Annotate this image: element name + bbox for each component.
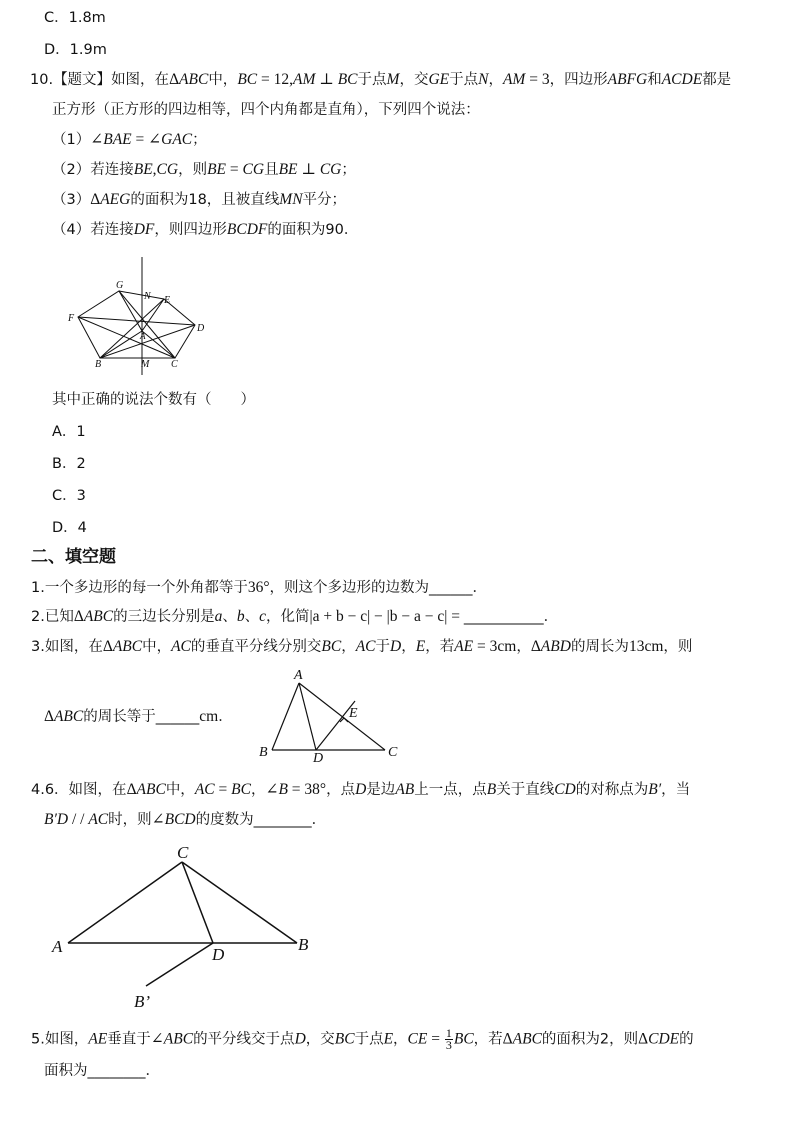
section-heading: 二、填空题 <box>31 547 116 567</box>
q9-option-c: C．1.8m <box>44 10 106 26</box>
fill-q3-label-e: E <box>349 706 358 721</box>
fill-q4-label-c: C <box>177 843 189 862</box>
fill-q3-label-a: A <box>294 668 303 683</box>
fill-question-5-line1: 5.如图，AE垂直于∠ABC的平分线交于点D，交BC于点E，CE = $\frac{1}{3}$ BC，若ΔABC的面积为2，则ΔCDE的 <box>31 1026 694 1052</box>
fill-q3-label-c: C <box>388 745 398 760</box>
q10-option-d: D．4 <box>52 520 87 536</box>
q9-option-d: D．1.9m <box>44 42 107 58</box>
fill-q4-label-d: D <box>212 945 225 964</box>
q10-option-a: A．1 <box>52 424 86 440</box>
fill-question-3-line1: 3.如图，在ΔABC中，AC的垂直平分线分别交BC，AC于D，E，若AE = 3cm，ΔABD的周长为13cm，则 <box>31 638 693 655</box>
fill-q3-label-b: B <box>259 745 268 760</box>
fill-question-3-line2: ΔABC的周长等于______cm． <box>44 708 233 725</box>
fill-question-2: 2.已知ΔABC的三边长分别是a、b、c，化简|a + b − c| − |b − a − c| = ___________． <box>31 608 559 625</box>
fill-question-4-line1: 4.6．如图，在ΔABC中，AC = BC，∠B = 38°，点D是边AB上一点，点B关于直线CD的对称点为B′，当 <box>31 781 691 798</box>
q10-statement-3: （3）ΔAEG的面积为18，且被直线MN平分； <box>52 191 347 208</box>
fill-q4-label-b: B <box>298 935 309 954</box>
q10-label-n: N <box>144 291 151 302</box>
q10-figure <box>60 255 220 380</box>
q10-label-e: E <box>164 295 171 306</box>
q10-label-c: C <box>171 359 178 370</box>
fill-question-4-figure <box>50 842 330 1012</box>
q10-option-c: C．3 <box>52 488 86 504</box>
fill-question-4-line2: B′D / / AC时，则∠BCD的度数为________． <box>44 811 327 828</box>
q10-option-b: B．2 <box>52 456 86 472</box>
fill-q4-label-a: A <box>52 937 63 956</box>
fill-question-1: 1.一个多边形的每一个外角都等于36°，则这个多边形的边数为______． <box>31 579 488 596</box>
fill-q3-label-d: D <box>313 751 324 766</box>
q10-stem-line1: 10.【题文】如图，在ΔABC中，BC = 12,AM ⊥ BC于点M，交GE于点N，AM = 3，四边形ABFG和ACDE都是 <box>30 71 732 88</box>
q10-stem-line2: 正方形（正方形的四边相等，四个内角都是直角），下列四个说法： <box>52 102 480 118</box>
q10-label-a: A <box>140 331 146 341</box>
fill-question-3-figure <box>255 666 405 766</box>
fill-question-5-line2: 面积为________． <box>44 1063 160 1079</box>
q10-statement-4: （4）若连接DF，则四边形BCDF的面积为90． <box>52 221 359 238</box>
fill-q4-label-b-prime: B’ <box>134 992 151 1011</box>
q10-question: 其中正确的说法个数有（ ） <box>52 392 255 408</box>
q10-statement-1: （1）∠BAE = ∠GAC； <box>52 131 207 148</box>
q10-label-f: F <box>68 313 75 324</box>
q10-label-m: M <box>141 359 150 370</box>
q10-label-d: D <box>197 323 205 334</box>
q10-label-g: G <box>116 280 124 291</box>
q10-label-b: B <box>95 359 102 370</box>
q10-statement-2: （2）若连接BE,CG，则BE = CG且BE ⊥ CG； <box>52 161 356 178</box>
fraction-one-third: $\frac{1}{3}$ <box>445 1026 452 1052</box>
